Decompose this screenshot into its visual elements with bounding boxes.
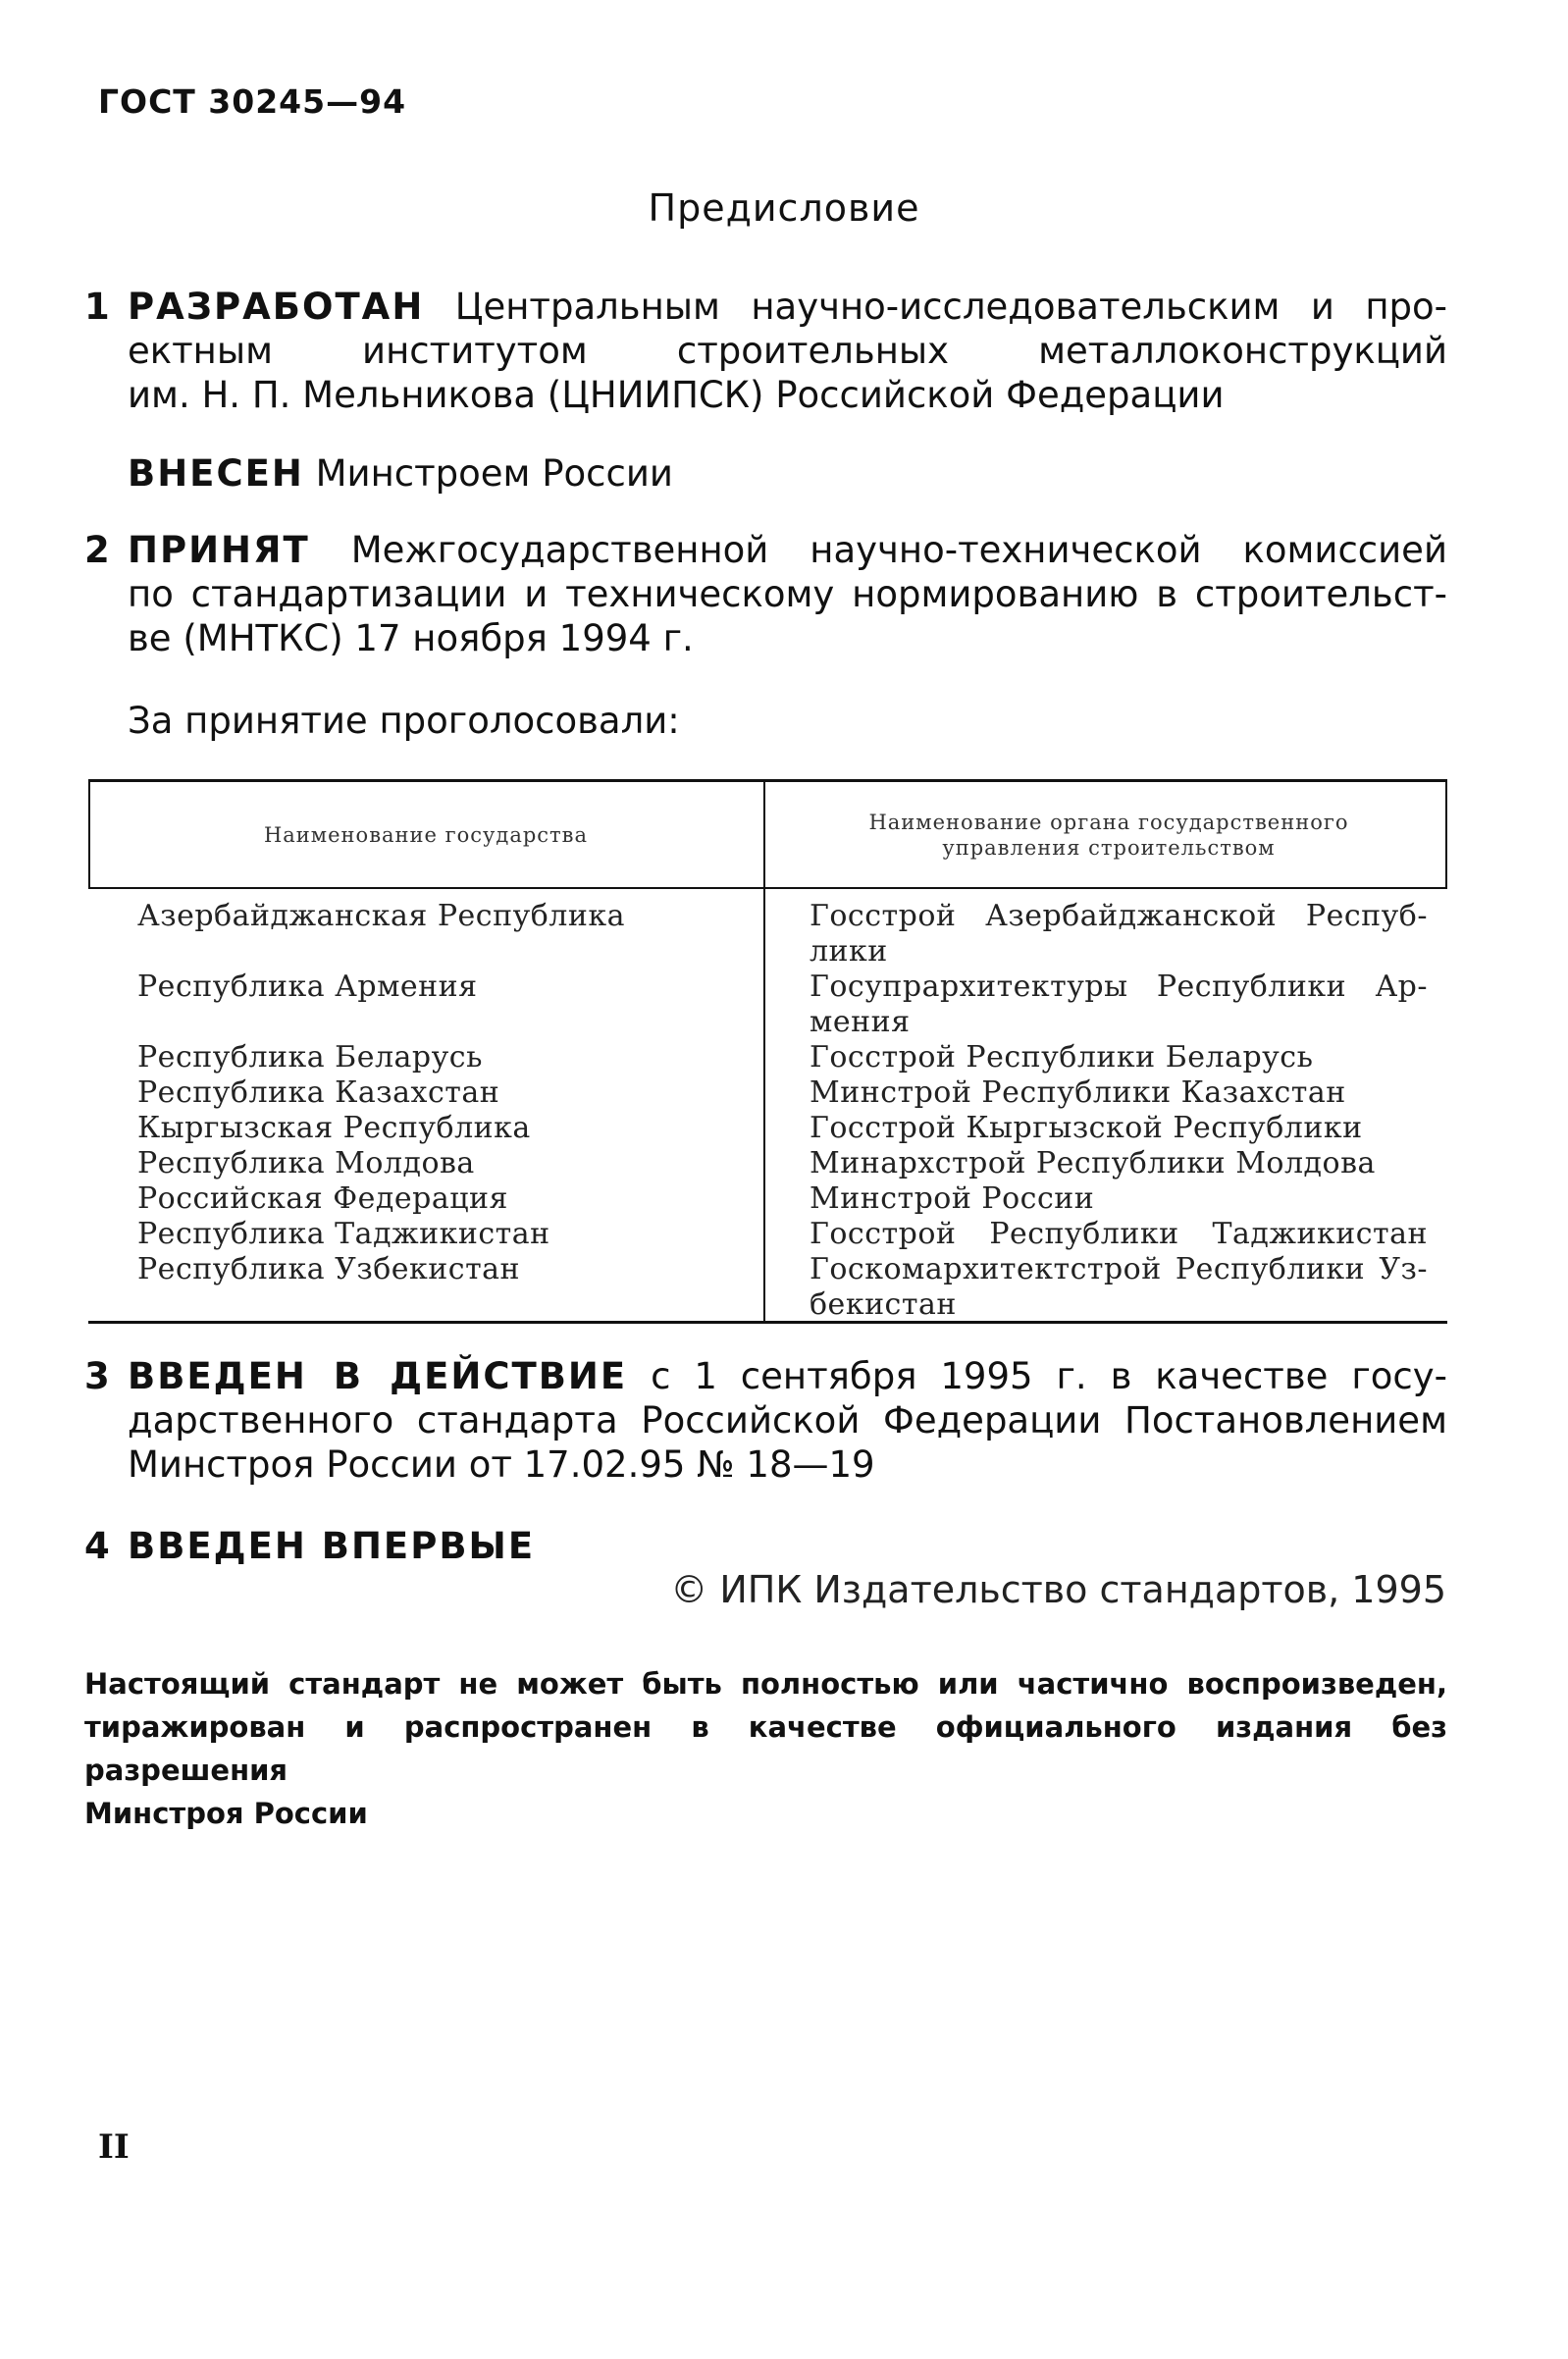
- header-line: Наименование органа государственного: [868, 811, 1349, 834]
- table-cell-organ: [810, 970, 1428, 1040]
- document-code: ГОСТ 30245—94: [98, 82, 407, 121]
- section-number: 3: [84, 1355, 110, 1397]
- vote-heading: За принятие проголосовали:: [128, 700, 680, 742]
- section-line: [128, 528, 1447, 572]
- table-column-divider: [763, 779, 765, 1324]
- table-cell-organ: Госстрой Республики Беларусь: [810, 1040, 1314, 1075]
- table-cell-state: Республика Узбекистан: [137, 1252, 521, 1286]
- section-line: [128, 1354, 1447, 1398]
- table-cell-state: Кыргызская Республика: [137, 1111, 531, 1145]
- section-text: с 1 сентября 1995 г. в качестве госу-: [651, 1355, 1447, 1397]
- table-cell-state: Азербайджанская Республика: [137, 899, 625, 933]
- section-adopted: [84, 528, 1447, 660]
- table-header-state: Наименование государства: [263, 823, 589, 847]
- organ-column: [810, 899, 1428, 1323]
- notice-line: Минстроя России: [84, 1797, 368, 1830]
- section-keyword: ВВЕДЕН В ДЕЙСТВИЕ: [128, 1355, 628, 1397]
- table-cell-organ: [810, 1217, 1428, 1252]
- state-column: [137, 899, 746, 1287]
- cell-line: Госупрархитектуры Республики Ар-: [810, 970, 1428, 1004]
- copyright-line: © ИПК Издательство стандартов, 1995: [670, 1568, 1446, 1611]
- reproduction-notice: [84, 1662, 1447, 1835]
- table-cell-state: Республика Беларусь: [137, 1040, 483, 1075]
- section-line: ектным институтом строительных металлоконструкций: [128, 330, 1447, 372]
- section-number: 1: [84, 286, 110, 328]
- table-cell-organ: Минархстрой Республики Молдова: [810, 1146, 1376, 1180]
- table-rule-top: [88, 779, 1447, 782]
- cell-line: Госкомархитектстрой Республики Уз-: [810, 1252, 1428, 1286]
- table-cell-state: Республика Молдова: [137, 1146, 475, 1180]
- section-text: Межгосударственной научно-технической комиссией: [350, 529, 1447, 571]
- section-first-introduced: [84, 1524, 716, 1568]
- section-line: Минстроя России от 17.02.95 № 18—19: [128, 1443, 875, 1486]
- table-cell-organ: [810, 899, 1428, 970]
- section-number: 2: [84, 529, 110, 571]
- table-cell-organ: Госстрой Кыргызской Республики: [810, 1111, 1363, 1145]
- table-cell-organ: Минстрой России: [810, 1181, 1095, 1216]
- section-line: им. Н. П. Мельникова (ЦНИИПСК) Российской Федерации: [128, 374, 1225, 416]
- table-border-right: [1445, 779, 1447, 889]
- section-text: Центральным научно-исследовательским и про-: [454, 286, 1447, 328]
- section-line: дарственного стандарта Российской Федерации Постановлением: [128, 1399, 1447, 1442]
- section-introduced-by: [128, 451, 1447, 496]
- section-keyword: ПРИНЯТ: [128, 529, 310, 571]
- table-header-organ: [775, 810, 1442, 861]
- cell-line: Госстрой Республики Таджикистан: [810, 1217, 1428, 1251]
- cell-line: лики: [810, 934, 888, 969]
- section-line: [128, 285, 1447, 329]
- page-number: II: [98, 2127, 130, 2167]
- cell-line: бекистан: [810, 1287, 957, 1322]
- header-line: управления строительством: [942, 836, 1276, 860]
- table-cell-state: Российская Федерация: [137, 1181, 508, 1216]
- notice-line: тиражирован и распространен в качестве официального издания без разрешения: [84, 1710, 1447, 1787]
- section-developed: [84, 285, 1447, 417]
- table-cell-state: Республика Таджикистан: [137, 1217, 550, 1251]
- table-cell-state: Республика Армения: [137, 970, 478, 1004]
- table-cell-organ: Минстрой Республики Казахстан: [810, 1075, 1346, 1110]
- section-line: по стандартизации и техническому нормированию в строительст-: [128, 573, 1447, 615]
- section-keyword: ВВЕДЕН ВПЕРВЫЕ: [128, 1525, 536, 1567]
- section-line: ве (МНТКС) 17 ноября 1994 г.: [128, 617, 694, 659]
- table-cell-organ: [810, 1252, 1428, 1323]
- table-header-rule: [88, 887, 1447, 889]
- table-cell-state: Республика Казахстан: [137, 1075, 500, 1110]
- section-keyword: ВНЕСЕН: [128, 452, 304, 495]
- notice-line: Настоящий стандарт не может быть полностью или частично воспроизведен,: [84, 1667, 1447, 1701]
- cell-line: Госстрой Азербайджанской Респуб-: [810, 899, 1428, 933]
- section-text: Минстроем России: [315, 452, 673, 495]
- section-number: 4: [84, 1525, 110, 1567]
- section-keyword: РАЗРАБОТАН: [128, 286, 425, 328]
- section-effective: [84, 1354, 1447, 1487]
- page-title: Предисловие: [648, 186, 920, 230]
- cell-line: мения: [810, 1005, 911, 1039]
